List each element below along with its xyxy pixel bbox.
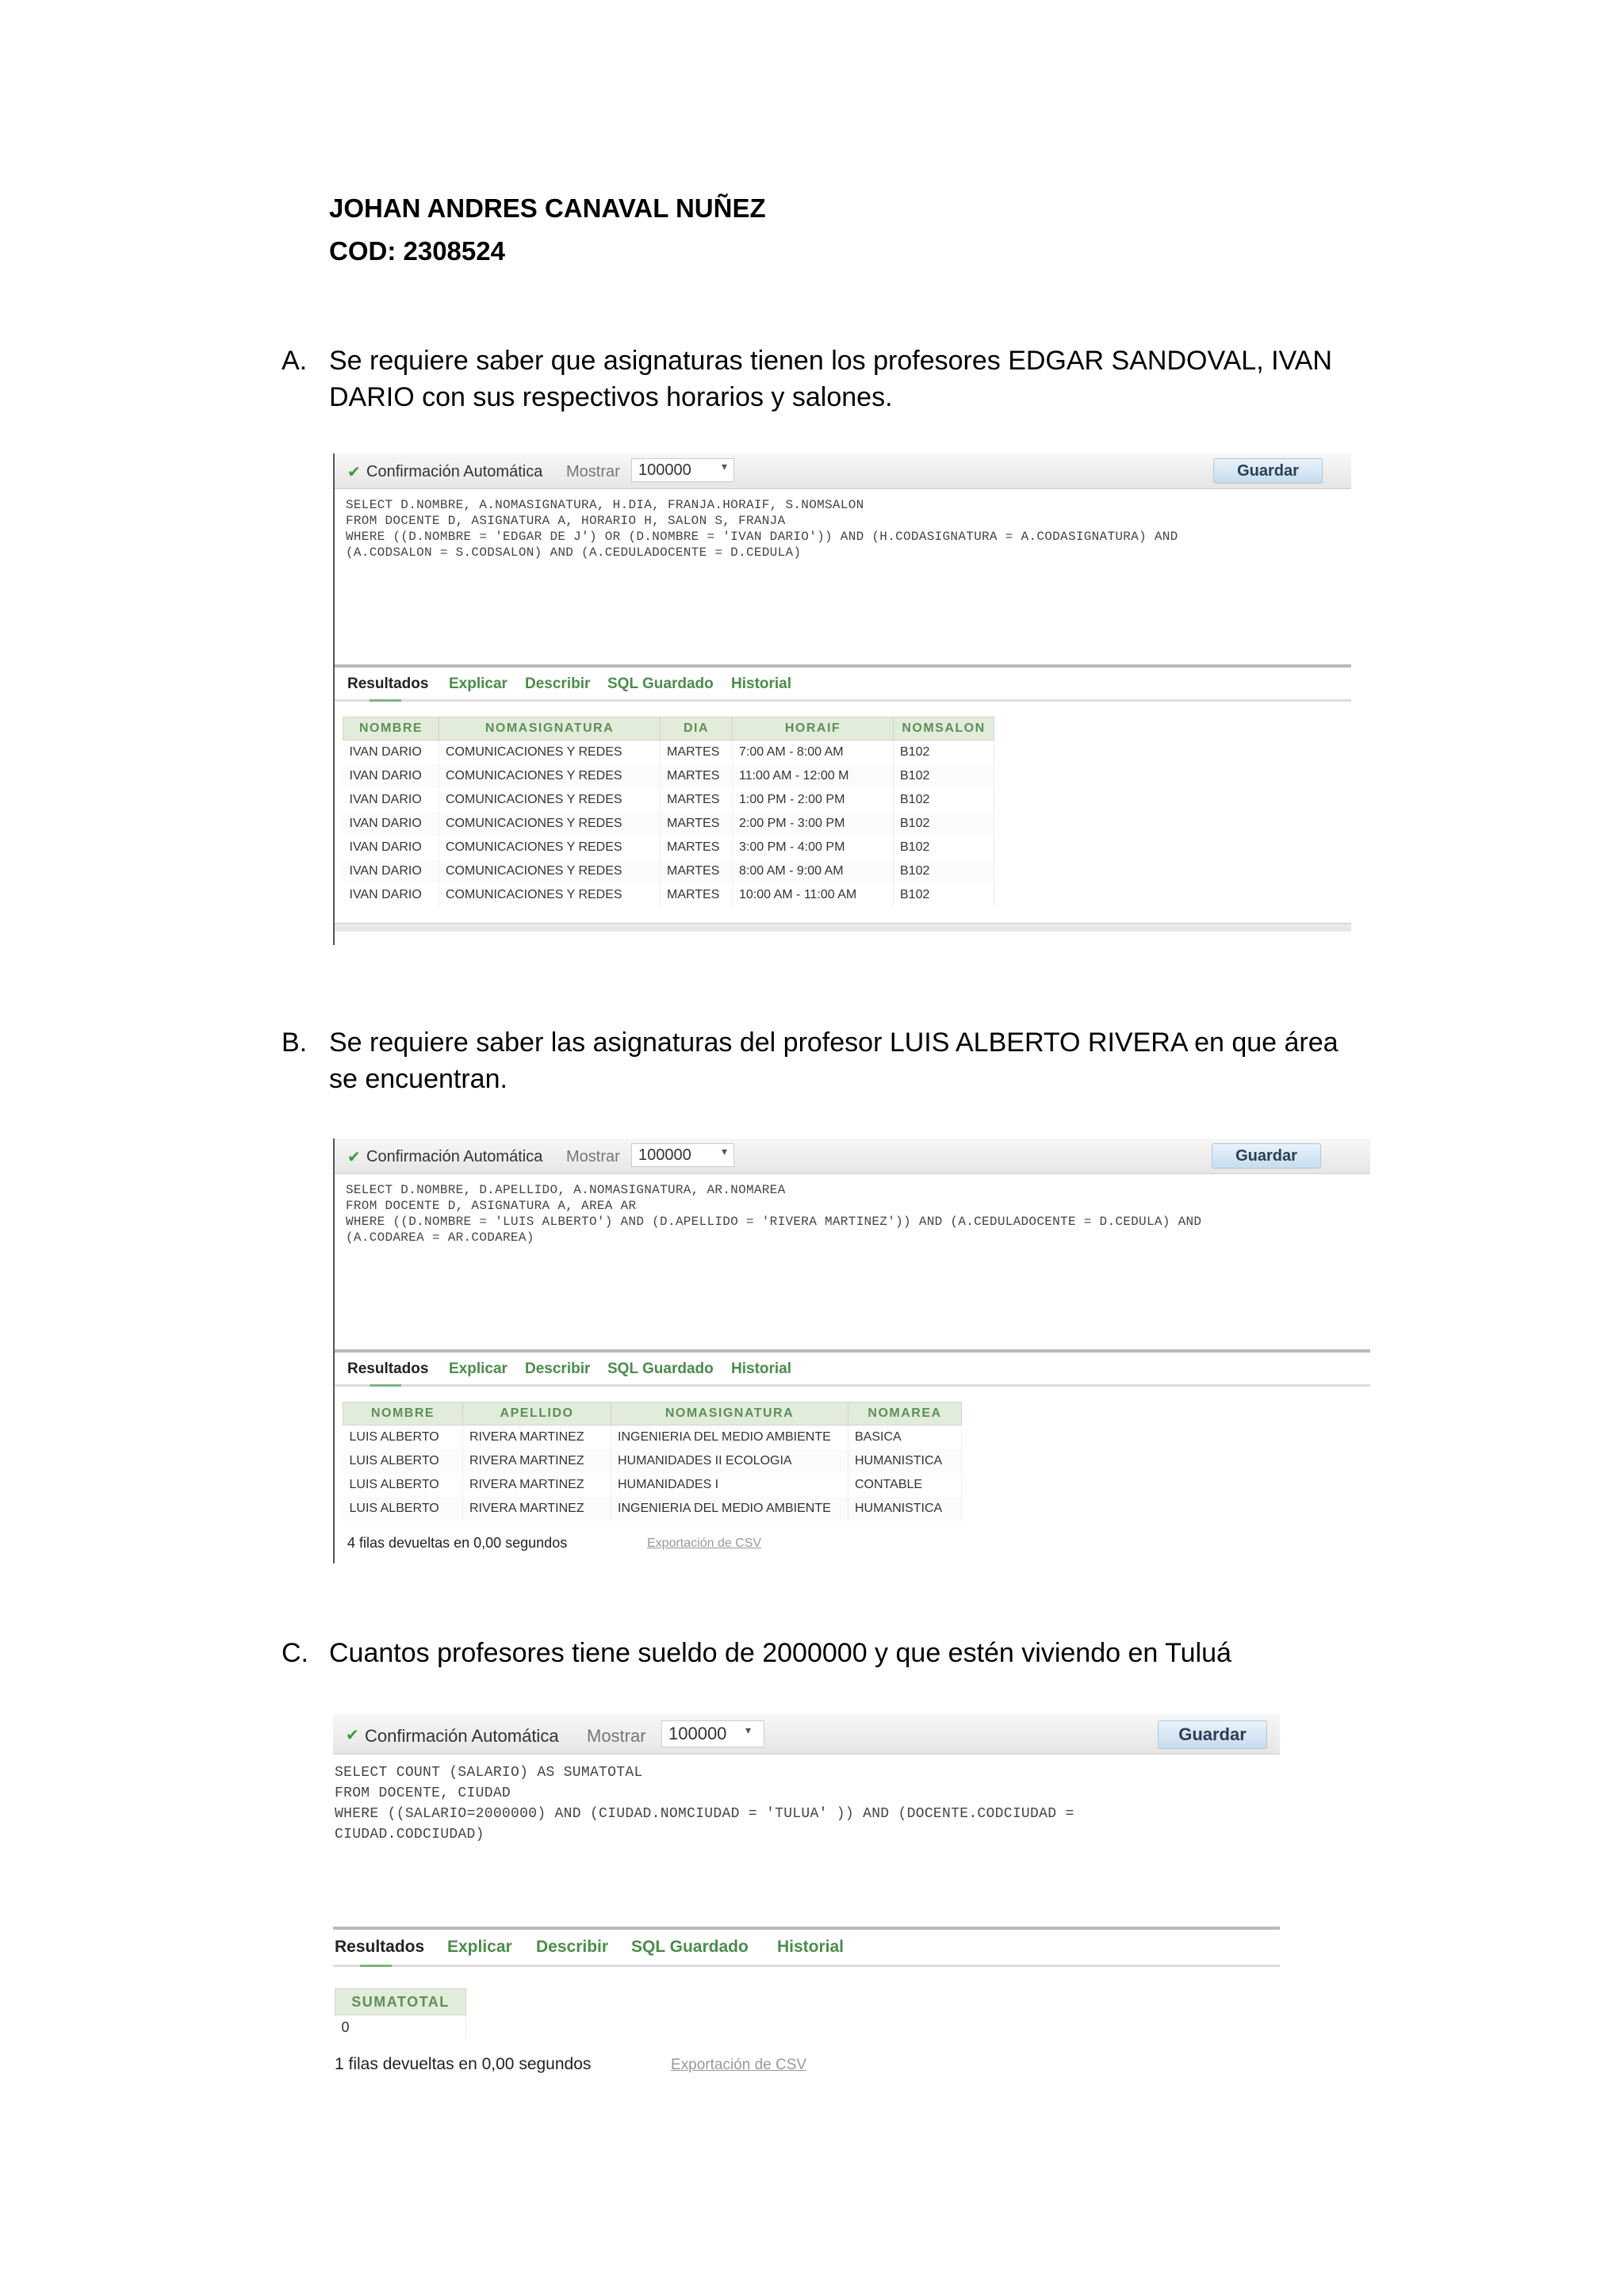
table-cell: 10:00 AM - 11:00 AM [733,883,894,907]
results-tabs [335,664,1351,702]
tab-results[interactable]: Resultados [347,1360,429,1377]
question-c [282,1635,1360,1671]
table-cell: MARTES [661,836,733,859]
results-tabs [335,1349,1370,1387]
table-cell: LUIS ALBERTO [343,1473,463,1497]
results-table [343,717,994,907]
table-row[interactable] [343,1497,962,1521]
results-tabs [333,1927,1280,1967]
table-row[interactable] [343,859,994,883]
tab-describe[interactable]: Describir [525,675,591,692]
show-label: Mostrar [587,1726,646,1746]
tab-history[interactable]: Historial [731,675,792,692]
horizontal-scrollbar[interactable] [335,923,1351,932]
limit-select[interactable]: 100000 [631,1143,734,1167]
table-cell: IVAN DARIO [343,740,439,765]
save-button[interactable]: Guardar [1212,1143,1321,1169]
tab-explain[interactable]: Explicar [449,1360,508,1377]
table-cell: HUMANIDADES I [611,1473,848,1497]
table-row[interactable] [343,788,994,812]
tab-results[interactable]: Resultados [335,1938,425,1956]
table-cell: B102 [894,883,994,907]
table-cell: IVAN DARIO [343,788,439,812]
table-cell: LUIS ALBERTO [343,1425,463,1450]
column-header[interactable]: NOMASIGNATURA [439,718,661,740]
sql-editor[interactable]: SELECT COUNT (SALARIO) AS SUMATOTAL FROM DOCENTE, CIUDAD WHERE ((SALARIO=2000000) AND (CIUDAD.NOMCIUDAD = 'TULUA' )) AND (DOCENTE.CODCIUDAD = CIUDAD.CODCIUDAD) [335,1765,1074,1843]
table-cell: MARTES [661,883,733,907]
auto-confirm-toggle[interactable]: Confirmación Automática [366,463,543,480]
table-cell: MARTES [661,812,733,836]
limit-select[interactable]: 100000 [661,1720,764,1747]
question-text: Cuantos profesores tiene sueldo de 2000000 y que estén viviendo en Tuluá [329,1638,1231,1668]
check-icon: ✔ [347,464,361,481]
student-code: COD: 2308524 [329,236,505,266]
tab-explain[interactable]: Explicar [449,675,508,692]
column-header[interactable]: HORAIF [733,718,894,740]
question-letter: A. [282,346,308,376]
show-label: Mostrar [566,463,620,480]
sql-screenshot-a [333,453,1351,945]
column-header[interactable]: NOMBRE [343,1402,463,1425]
tab-saved-sql[interactable]: SQL Guardado [607,1360,714,1377]
table-cell: COMUNICACIONES Y REDES [439,740,661,765]
tab-history[interactable]: Historial [731,1360,792,1377]
table-cell: RIVERA MARTINEZ [463,1497,611,1521]
question-letter: B. [282,1027,308,1058]
tab-history[interactable]: Historial [777,1938,845,1956]
table-cell: BASICA [848,1425,962,1450]
table-cell: RIVERA MARTINEZ [463,1425,611,1450]
chevron-down-icon[interactable]: ▾ [722,1145,728,1158]
table-cell: HUMANIDADES II ECOLOGIA [611,1449,848,1473]
table-cell: 8:00 AM - 9:00 AM [733,859,894,883]
table-cell: 3:00 PM - 4:00 PM [733,836,894,859]
column-header[interactable]: SUMATOTAL [335,1989,466,2015]
student-header [329,187,766,273]
table-row[interactable] [343,1473,962,1497]
table-row[interactable] [343,1449,962,1473]
table-cell: INGENIERIA DEL MEDIO AMBIENTE [611,1497,848,1521]
table-cell: HUMANISTICA [848,1449,962,1473]
limit-select[interactable]: 100000 [631,458,734,482]
table-cell: B102 [894,812,994,836]
table-cell: CONTABLE [848,1473,962,1497]
question-text: Se requiere saber que asignaturas tienen los profesores EDGAR SANDOVAL, IVAN DARIO con sus respectivos horarios y salones. [329,346,1332,412]
results-table [335,1988,466,2039]
show-label: Mostrar [566,1148,620,1165]
table-cell: IVAN DARIO [343,883,439,907]
table-row[interactable] [343,764,994,788]
table-cell: IVAN DARIO [343,764,439,788]
table-row[interactable] [343,740,994,765]
column-header[interactable]: NOMASIGNATURA [611,1402,848,1425]
table-cell: COMUNICACIONES Y REDES [439,859,661,883]
csv-export-link[interactable]: Exportación de CSV [671,2057,807,2073]
table-row[interactable] [343,836,994,859]
table-cell: 7:00 AM - 8:00 AM [733,740,894,765]
table-cell: IVAN DARIO [343,812,439,836]
tab-describe[interactable]: Describir [525,1360,591,1377]
sql-screenshot-b [333,1138,1370,1563]
question-letter: C. [282,1638,308,1668]
question-a [282,342,1360,415]
query-toolbar [335,1138,1370,1174]
check-icon: ✔ [346,1727,359,1744]
table-cell: COMUNICACIONES Y REDES [439,812,661,836]
table-cell: MARTES [661,859,733,883]
query-toolbar [335,453,1351,489]
auto-confirm-toggle[interactable]: Confirmación Automática [366,1148,543,1165]
table-cell: MARTES [661,788,733,812]
sql-editor[interactable]: SELECT D.NOMBRE, A.NOMASIGNATURA, H.DIA, FRANJA.HORAIF, S.NOMSALON FROM DOCENTE D, ASIGNATURA A, HORARIO H, SALON S, FRANJA WHERE ((D.NOMBRE = 'EDGAR DE J') OR (D.NOMBRE = 'IVAN DARIO')) AND (H.CODASIGNATURA = A.CODASIGNATURA) AND (A.CODSALON = S.CODSALON) AND (A.CEDULADOCENTE = D.CEDULA) [346,498,1178,560]
table-row[interactable] [343,883,994,907]
column-header[interactable]: NOMAREA [848,1402,962,1425]
csv-export-link[interactable]: Exportación de CSV [647,1536,762,1550]
table-cell: COMUNICACIONES Y REDES [439,883,661,907]
table-cell: RIVERA MARTINEZ [463,1473,611,1497]
chevron-down-icon[interactable]: ▾ [722,460,728,473]
table-cell: COMUNICACIONES Y REDES [439,764,661,788]
results-table [343,1402,962,1521]
student-name: JOHAN ANDRES CANAVAL NUÑEZ [329,193,766,223]
auto-confirm-toggle[interactable]: Confirmación Automática [365,1726,559,1746]
table-cell: B102 [894,836,994,859]
table-cell: MARTES [661,740,733,765]
question-b [282,1024,1360,1097]
tab-explain[interactable]: Explicar [447,1938,512,1956]
table-cell: MARTES [661,764,733,788]
table-cell: 11:00 AM - 12:00 M [733,764,894,788]
table-row[interactable] [335,2015,466,2040]
query-toolbar [333,1714,1280,1755]
rows-returned-status: 1 filas devueltas en 0,00 segundos [335,2055,592,2073]
table-cell: RIVERA MARTINEZ [463,1449,611,1473]
table-cell: LUIS ALBERTO [343,1497,463,1521]
active-tab-indicator [360,1965,392,1967]
chevron-down-icon[interactable]: ▾ [745,1724,752,1736]
table-row[interactable] [343,812,994,836]
table-cell: HUMANISTICA [848,1497,962,1521]
column-header[interactable]: NOMSALON [894,718,994,740]
column-header[interactable]: DIA [661,718,733,740]
table-cell: IVAN DARIO [343,859,439,883]
table-cell: COMUNICACIONES Y REDES [439,836,661,859]
table-cell: LUIS ALBERTO [343,1449,463,1473]
table-cell: B102 [894,740,994,765]
table-cell: B102 [894,788,994,812]
table-cell: COMUNICACIONES Y REDES [439,788,661,812]
table-cell: INGENIERIA DEL MEDIO AMBIENTE [611,1425,848,1450]
tab-describe[interactable]: Describir [536,1938,609,1956]
table-cell: IVAN DARIO [343,836,439,859]
column-header[interactable]: APELLIDO [463,1402,611,1425]
active-tab-indicator [370,699,401,702]
table-cell: 2:00 PM - 3:00 PM [733,812,894,836]
check-icon: ✔ [347,1149,361,1166]
save-button[interactable]: Guardar [1158,1720,1267,1749]
active-tab-indicator [370,1384,401,1387]
table-cell: 0 [335,2015,466,2040]
table-cell: B102 [894,859,994,883]
tab-saved-sql[interactable]: SQL Guardado [607,675,714,692]
tab-results[interactable]: Resultados [347,675,429,692]
table-cell: B102 [894,764,994,788]
question-text: Se requiere saber las asignaturas del profesor LUIS ALBERTO RIVERA en que área se encuentran. [329,1027,1339,1094]
table-cell: 1:00 PM - 2:00 PM [733,788,894,812]
sql-editor[interactable]: SELECT D.NOMBRE, D.APELLIDO, A.NOMASIGNATURA, AR.NOMAREA FROM DOCENTE D, ASIGNATURA A, AREA AR WHERE ((D.NOMBRE = 'LUIS ALBERTO') AND (D.APELLIDO = 'RIVERA MARTINEZ')) AND (A.CEDULADOCENTE = D.CEDULA) AND (A.CODAREA = AR.CODAREA) [346,1183,1202,1245]
tab-saved-sql[interactable]: SQL Guardado [631,1938,749,1956]
table-row[interactable] [343,1425,962,1450]
column-header[interactable]: NOMBRE [343,718,439,740]
save-button[interactable]: Guardar [1213,458,1323,484]
rows-returned-status: 4 filas devueltas en 0,00 segundos [347,1535,568,1551]
sql-screenshot-c [333,1714,1280,2087]
